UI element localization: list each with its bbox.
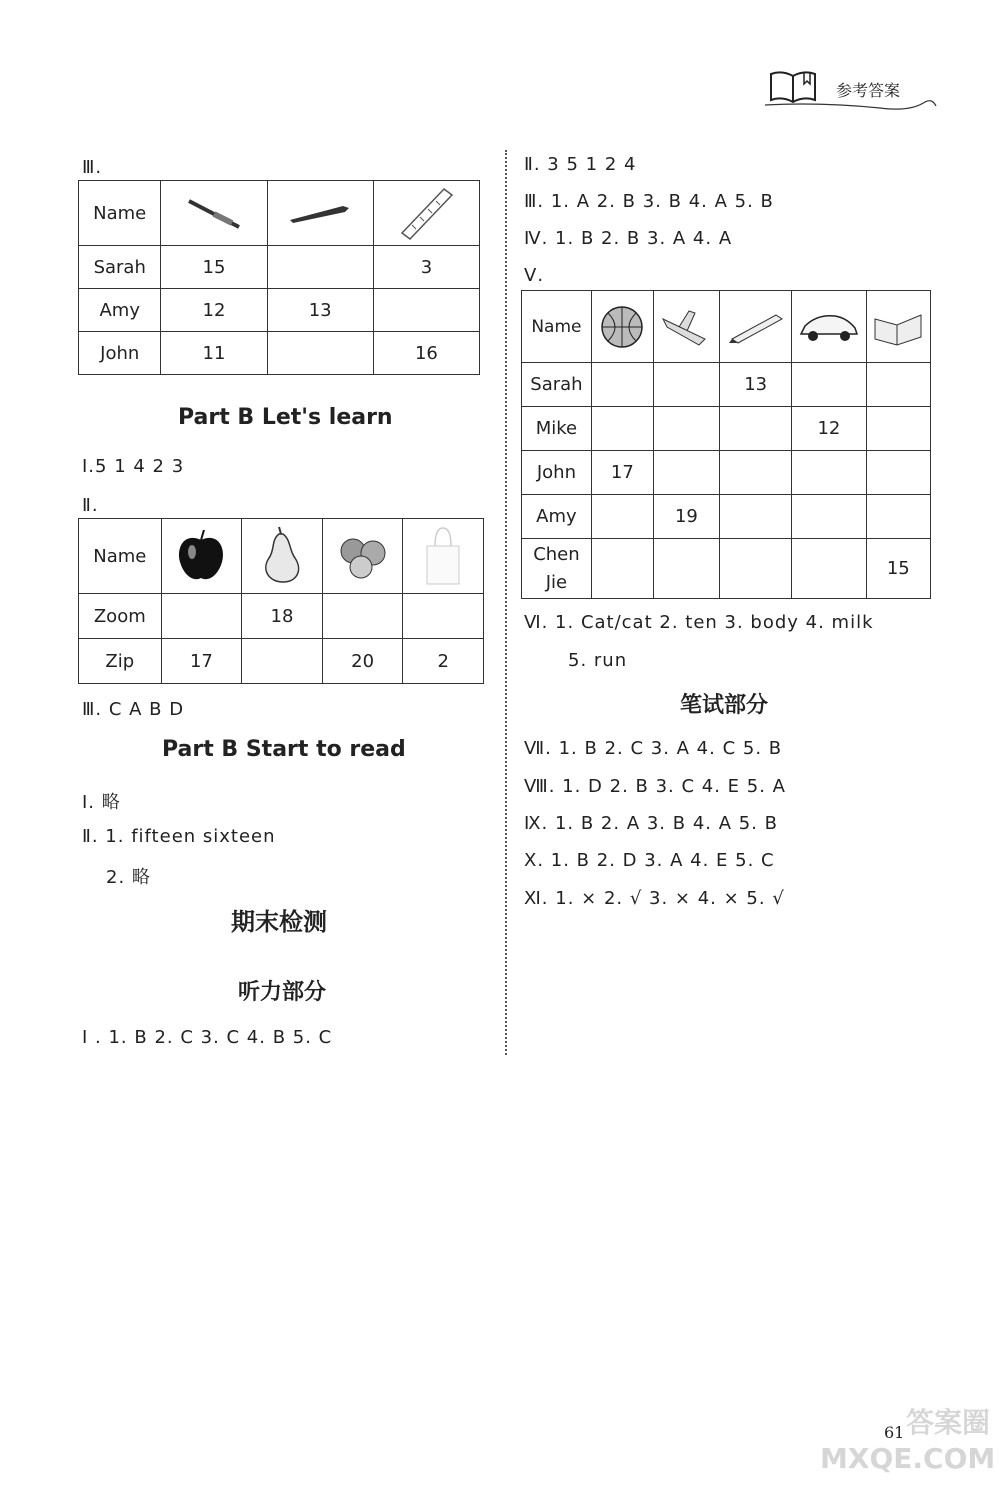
table-3-cell bbox=[720, 407, 792, 451]
title-start-read: Part B Start to read bbox=[162, 737, 406, 762]
marker-icon bbox=[267, 181, 373, 246]
header-underline bbox=[760, 100, 940, 124]
table-3-cell bbox=[720, 495, 792, 539]
table-3-cell bbox=[792, 539, 866, 599]
table-3-name: Mike bbox=[522, 407, 592, 451]
table-3-cell: 12 bbox=[792, 407, 866, 451]
table-1-header: Name bbox=[79, 181, 161, 246]
table-3-cell: 17 bbox=[591, 451, 653, 495]
title-final: 期末检测 bbox=[231, 908, 327, 936]
table-3-cell bbox=[866, 451, 930, 495]
table-3-name-line2: Jie bbox=[545, 571, 568, 593]
table-3-header: Name bbox=[522, 291, 592, 363]
right-a3: Ⅲ. 1. A 2. B 3. B 4. A 5. B bbox=[524, 191, 774, 212]
bag-icon bbox=[403, 519, 484, 594]
ball-icon bbox=[591, 291, 653, 363]
table-2-cell bbox=[161, 594, 242, 639]
page-number: 61 bbox=[884, 1423, 905, 1442]
table-3-cell bbox=[591, 363, 653, 407]
table-2-cell: 2 bbox=[403, 639, 484, 684]
left-r3: 2. 略 bbox=[106, 867, 151, 888]
table-1-cell bbox=[267, 246, 373, 289]
pen-icon bbox=[161, 181, 267, 246]
ruler-icon bbox=[373, 181, 479, 246]
table-3-name: Sarah bbox=[522, 363, 592, 407]
table-3-cell: 13 bbox=[720, 363, 792, 407]
right-a6b: 5. run bbox=[568, 650, 628, 671]
table-2-cell bbox=[322, 594, 403, 639]
table-3-name: Amy bbox=[522, 495, 592, 539]
left-l2-label: Ⅱ. bbox=[82, 495, 99, 516]
table-1-cell: 16 bbox=[373, 332, 479, 375]
plane-icon bbox=[653, 291, 719, 363]
left-r2: Ⅱ. 1. fifteen sixteen bbox=[82, 826, 276, 847]
table-3-cell: 15 bbox=[866, 539, 930, 599]
header-label: 参考答案 bbox=[836, 81, 901, 100]
right-a4: Ⅳ. 1. B 2. B 3. A 4. A bbox=[524, 228, 733, 249]
column-divider bbox=[505, 150, 507, 1055]
car-icon bbox=[792, 291, 866, 363]
table-1-name: Sarah bbox=[79, 246, 161, 289]
table-1-name: John bbox=[79, 332, 161, 375]
table-3-cell bbox=[591, 495, 653, 539]
oranges-icon bbox=[322, 519, 403, 594]
left-f1: Ⅰ . 1. B 2. C 3. C 4. B 5. C bbox=[82, 1027, 333, 1048]
table-2-header: Name bbox=[79, 519, 162, 594]
table-2-cell bbox=[242, 639, 323, 684]
right-a6: Ⅵ. 1. Cat/cat 2. ten 3. body 4. milk bbox=[524, 612, 874, 633]
table-1-cell: 15 bbox=[161, 246, 267, 289]
table-3-cell: 19 bbox=[653, 495, 719, 539]
right-a2: Ⅱ. 3 5 1 2 4 bbox=[524, 154, 637, 175]
table-3-cell bbox=[792, 363, 866, 407]
table-3-cell bbox=[866, 363, 930, 407]
apple-icon bbox=[161, 519, 242, 594]
title-listening: 听力部分 bbox=[238, 980, 327, 1005]
table-1-cell: 12 bbox=[161, 289, 267, 332]
left-l1: Ⅰ.5 1 4 2 3 bbox=[82, 456, 185, 477]
open-book-icon bbox=[866, 291, 930, 363]
table-3-cell bbox=[792, 495, 866, 539]
table-2-cell: 20 bbox=[322, 639, 403, 684]
watermark: 答案圈 MXQE.COM bbox=[820, 1406, 996, 1475]
right-a11: Ⅺ. 1. × 2. √ 3. × 4. × 5. √ bbox=[524, 888, 785, 909]
table-1-cell bbox=[267, 332, 373, 375]
title-written: 笔试部分 bbox=[680, 693, 769, 718]
table-2-cell bbox=[403, 594, 484, 639]
table-1-cell bbox=[373, 289, 479, 332]
table-2-cell: 17 bbox=[161, 639, 242, 684]
table-3-cell bbox=[653, 539, 719, 599]
table-1-name: Amy bbox=[79, 289, 161, 332]
table-3-cell bbox=[653, 451, 719, 495]
table-3 bbox=[521, 290, 931, 599]
table-2-cell: 18 bbox=[242, 594, 323, 639]
table-2-name: Zip bbox=[79, 639, 162, 684]
table-3-name bbox=[522, 539, 592, 599]
table-1-cell: 13 bbox=[267, 289, 373, 332]
table-3-cell bbox=[591, 539, 653, 599]
table-3-cell bbox=[866, 495, 930, 539]
left-l3: Ⅲ. C A B D bbox=[82, 699, 185, 720]
table-1-cell: 11 bbox=[161, 332, 267, 375]
left-r1: Ⅰ. 略 bbox=[82, 792, 121, 813]
table-2-name: Zoom bbox=[79, 594, 162, 639]
table-1 bbox=[78, 180, 480, 375]
table-3-cell bbox=[653, 407, 719, 451]
table-3-cell bbox=[720, 539, 792, 599]
right-a7: Ⅶ. 1. B 2. C 3. A 4. C 5. B bbox=[524, 738, 783, 759]
title-lets-learn: Part B Let's learn bbox=[178, 405, 393, 430]
right-a5-label: Ⅴ. bbox=[524, 265, 545, 286]
table-3-cell bbox=[720, 451, 792, 495]
right-a9: Ⅸ. 1. B 2. A 3. B 4. A 5. B bbox=[524, 813, 778, 834]
pencil-icon bbox=[720, 291, 792, 363]
table-3-cell bbox=[653, 363, 719, 407]
table-3-cell bbox=[792, 451, 866, 495]
table-3-cell bbox=[591, 407, 653, 451]
pear-icon bbox=[242, 519, 323, 594]
table-3-cell bbox=[866, 407, 930, 451]
right-a10: Ⅹ. 1. B 2. D 3. A 4. E 5. C bbox=[524, 850, 775, 871]
left-s3-label: Ⅲ. bbox=[82, 157, 103, 178]
table-2 bbox=[78, 518, 484, 684]
table-3-name-line1: Chen bbox=[533, 543, 580, 565]
table-1-cell: 3 bbox=[373, 246, 479, 289]
table-3-name: John bbox=[522, 451, 592, 495]
right-a8: Ⅷ. 1. D 2. B 3. C 4. E 5. A bbox=[524, 776, 786, 797]
